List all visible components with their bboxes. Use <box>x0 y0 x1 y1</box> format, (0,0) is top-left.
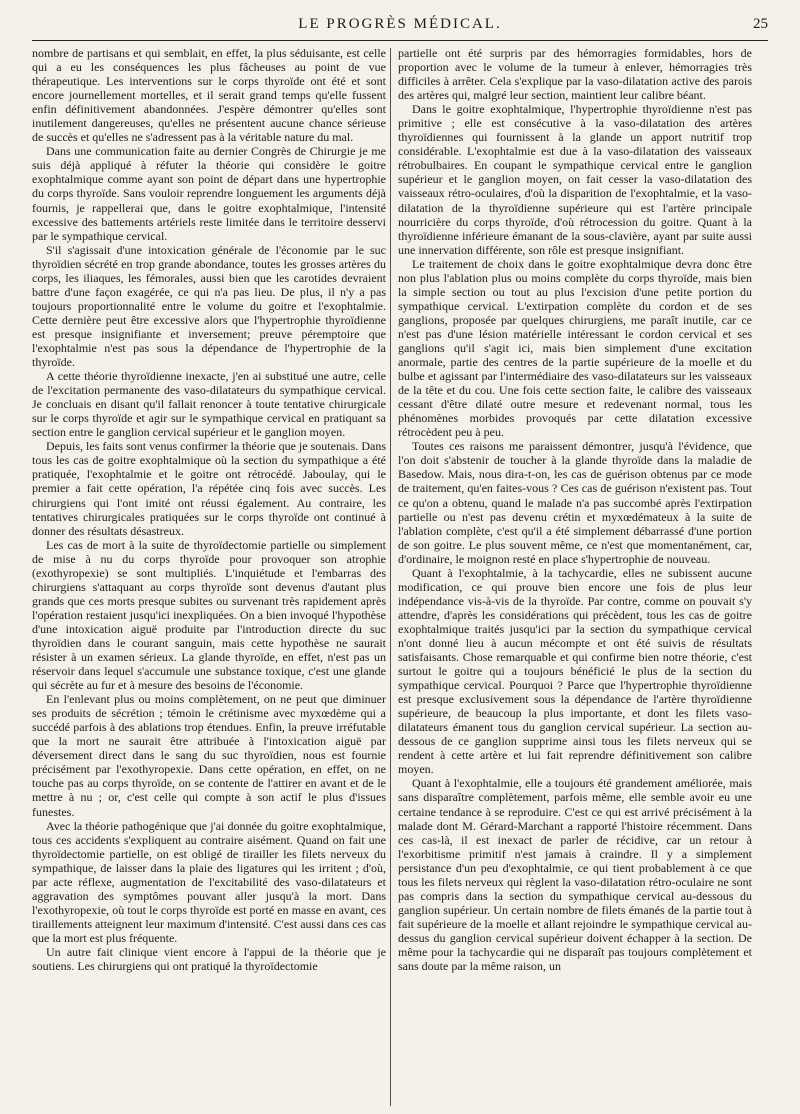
paragraph: partielle ont été surpris par des hémorragies formidables, hors de proportion avec le volume de la tumeur à enlever, hémorragies très difficiles à arrêter. Cela s'explique par la vaso-dilatation active des parois des artères qui, malgré leur section, maintient leur calibre béant. <box>398 46 752 103</box>
paragraph: S'il s'agissait d'une intoxication générale de l'économie par le suc thyroïdien sécrété en trop grande abondance, toutes les grosses artères du corps, les iliaques, les fémorales, aussi bien que les carotides devraient battre d'une façon exagérée, ce qui n'a pas lieu. De plus, il n'y a pas toujours proportionnalité entre le volume du goitre et l'exophtalmie. Cette dernière peut être excessive alors que l'hypertrophie thyroïdienne est presque insignifiante et inversement; preuve péremptoire que l'exophtalmie n'est pas sous la dépendance de l'hypertrophie de la thyroïde. <box>32 242 386 370</box>
paragraph: En l'enlevant plus ou moins complètement, on ne peut que diminuer ses produits de sécrétion ; témoin le crétinisme avec myxœdème qui a succédé parfois à des ablations trop étendues. Enfin, la preuve irréfutable que la mort ne saurait être attribuée à l'intoxication aiguë par déversement direct dans le sang du suc thyroïdien, nous est fournie précisément par l'exothyropexie. Dans cette opération, en effet, on ne touche pas au corps thyroïde, on se contente de l'attirer en avant et de le mettre à nu ; or, c'est celle qui compte à son actif le plus d'issues funestes. <box>32 692 386 819</box>
paragraph: Quant à l'exophtalmie, à la tachycardie, elles ne subissent aucune modification, ce qui prouve bien encore une fois de plus leur indépendance vis-à-vis de la thyroïde. Par contre, comme on pouvait s'y attendre, d'après les considérations qui précèdent, tous les cas de goitre exophtalmique traités jusqu'ici par la section du sympathique cervical n'ont donné lieu à aucun mécompte et ont été suivis de résultats satisfaisants. Chose remarquable et qui confirme bien notre théorie, c'est surtout le goitre qui a toujours bénéficié le plus de la section du sympathique cervical. Pourquoi ? Parce que l'hypertrophie thyroïdienne est presque exclusivement sous la dépendance de l'artère thyroïdienne supérieure, de beaucoup la plus importante, et dont les filets vaso-dilatateurs émanent tous du ganglion cervical supérieur. La section au-dessous de ce ganglion supprime ainsi tous les filets nerveux qui se rendent à cette artère et lui fait reprendre définitivement son calibre moyen. <box>398 565 752 777</box>
paragraph: Quant à l'exophtalmie, elle a toujours été grandement améliorée, mais sans disparaître complètement, parfois même, elle semble avoir eu une certaine tendance à se reproduire. C'est ce qui est arrivé précisément à la malade dont M. Gérard-Marchant a rapporté l'histoire récemment. Dans ces cas-là, il est inexact de parler de récidive, car un retour à l'exorbitisme primitif n'est jamais à craindre. Il y a simplement persistance d'un peu d'exophtalmie, ce qui tient probablement à ce que tous les filets nerveux qui règlent la vaso-dilatation rétro-oculaire ne sont pas compris dans la section du sympathique cervical au-dessous du ganglion supérieur. Un certain nombre de filets émanés de la partie tout à fait supérieure de la moelle et allant rejoindre le sympathique cervical au-dessus du ganglion cervical supérieur doivent échapper à la section. De même pour la tachycardie qui ne disparaît pas toujours complètement et sans doute par la même raison, un <box>398 776 752 974</box>
paragraph: Dans le goitre exophtalmique, l'hypertrophie thyroïdienne n'est pas primitive ; elle est consécutive à la vaso-dilatation des artères thyroïdiennes qui fournissent à la glande un apport nutritif trop considérable. L'exophtalmie est due à la vaso-dilatation des vaisseaux rétrobulbaires. En coupant le sympathique cervical entre le ganglion supérieur et le ganglion moyen, on fait cesser la vaso-dilatation des vaisseaux rétro-oculaires, d'où la disparition de l'exophtalmie, et la vaso-dilatation de la thyroïdienne supérieure qui est l'artère principale nourricière du corps thyroïde, d'où rétrocession du goitre. Quant à la thyroïdienne inférieure émanant de la sous-clavière, ayant par suite aussi une innervation différente, son rôle est presque insignifiant. <box>398 102 752 257</box>
paragraph: Avec la théorie pathogénique que j'ai donnée du goitre exophtalmique, tous ces accidents s'expliquent au contraire aisément. Quand on fait une thyroïdectomie partielle, on est obligé de tirailler les filets nerveux du sympathique, de laisser dans la plaie des ligatures qui les irritent ; d'où, par acte réflexe, augmentation de l'excitabilité des vaso-dilatateurs et aggravation des symptômes pouvant aller jusqu'à la mort. Dans l'exothyropexie, où tout le corps thyroïde est porté en masse en avant, ces tiraillements atteignent leur maximum d'intensité. C'est aussi dans ces cas que la mort est plus fréquente. <box>32 818 386 945</box>
column-divider <box>390 48 391 1106</box>
journal-title: LE PROGRÈS MÉDICAL. <box>298 16 502 32</box>
paragraph: Les cas de mort à la suite de thyroïdectomie partielle ou simplement de mise à nu du corps thyroïde pour provoquer son atrophie (exothyropexie) se sont multipliés. L'inquiétude et l'embarras des chirurgiens s'attaquant au corps thyroïde sont devenus d'autant plus grands que ces morts presque subites ou survenant très rapidement après l'opération restaient jusqu'ici inexpliquées. On a bien invoqué l'hypothèse d'une intoxication aiguë produite par l'introduction directe du suc thyroïdien dans le courant sanguin, mais cette hypothèse ne saurait résister à un examen sérieux. La glande thyroïde, en effet, n'est pas un réservoir dans lequel s'accumule une substance toxique, c'est une glande qui sécrète au fur et à mesure des besoins de l'économie. <box>32 537 386 693</box>
right-column <box>398 46 752 973</box>
left-column <box>32 46 386 973</box>
paragraph: Depuis, les faits sont venus confirmer la théorie que je soutenais. Dans tous les cas de goitre exophtalmique où la section du sympathique a été pratiquée, l'exophtalmie et le goitre ont rétrocédé. Jaboulay, qui le premier a fait cette opération, l'a répétée cinq fois avec succès. Les chirurgiens qui l'ont imité ont réussi également. Au contraire, les tentatives chirurgicales pratiquées sur le corps thyroïde ont continué à donner des résultats désastreux. <box>32 439 386 538</box>
paragraph: Le traitement de choix dans le goitre exophtalmique devra donc être non plus l'ablation plus ou moins complète du corps thyroïde, mais bien la simple section ou tout au plus l'excision d'une petite portion du sympathique cervical. L'extirpation complète du cordon et de ses ganglions, proposée par quelques chirurgiens, me paraît inutile, car ce n'est pas d'une lésion matérielle intéressant le cordon cervical et ses ganglions qu'il s'agit ici, mais bien simplement d'une excitation anormale, partie des centres de la partie supérieure de la moelle et du bulbe et agissant par l'intermédiaire des vaso-dilatateurs sur les vaisseaux de la tête et du cou. Une fois cette section faite, le calibre des vaisseaux cessant d'être dilaté outre mesure et redevenant normal, tous les phénomènes morbides provoqués par cette dilatation excessive rétrocèdent peu à peu. <box>398 256 752 440</box>
page-number: 25 <box>753 16 768 32</box>
paragraph: Toutes ces raisons me paraissent démontrer, jusqu'à l'évidence, que l'on doit s'abstenir de toucher à la glande thyroïde dans la maladie de Basedow. Mais, nous dira-t-on, les cas de guérison obtenus par ce mode de traitement, qu'en faites-vous ? Ces cas de guérison n'existent pas. Tout ce qu'on a obtenu, quand le malade n'a pas succombé après l'extirpation partielle ou n'est pas devenu crétin et myxœdémateux à la suite de l'ablation complète, c'est qu'il a été simplement débarrassé d'une portion de son goitre. Le plus souvent même, ce n'est que momentanément, car, d'ordinaire, le moignon resté en place s'hypertrophie de nouveau. <box>398 439 752 566</box>
paragraph: Un autre fait clinique vient encore à l'appui de la théorie que je soutiens. Les chirurgiens qui ont pratiqué la thyroïdectomie <box>32 945 386 974</box>
running-header <box>32 14 768 41</box>
paragraph: A cette théorie thyroïdienne inexacte, j'en ai substitué une autre, celle de l'excitation permanente des vaso-dilatateurs du sympathique cervical. Je concluais en disant qu'il fallait renoncer à toute tentative chirurgicale sur le corps thyroïde et agir sur le sympathique cervical en pratiquant sa section entre le ganglion cervical supérieur et le ganglion moyen. <box>32 369 386 440</box>
paragraph: nombre de partisans et qui semblait, en effet, la plus séduisante, est celle qui a eu les conséquences les plus fâcheuses au point de vue thérapeutique. Les interventions sur le corps thyroïde ont été et sont encore journellement mortelles, et il serait grand temps qu'elle fussent enfin définitivement abandonnées. J'espère démontrer qu'elles sont inutilement dangereuses, qu'elles ne présentent aucune chance sérieuse de succès et qu'elles ne s'adressent pas à la véritable nature du mal. <box>32 46 386 145</box>
paragraph: Dans une communication faite au dernier Congrès de Chirurgie je me suis déjà appliqué à réfuter la théorie qui considère le goitre exophtalmique comme ayant son point de départ dans une hypertrophie du corps thyroïde. Sans vouloir reprendre longuement les arguments déjà fournis, je rappellerai que, dans le goitre exophtalmique, l'intensité excessive des battements artériels reste limitée dans le territoire desservi par le sympathique cervical. <box>32 144 386 243</box>
